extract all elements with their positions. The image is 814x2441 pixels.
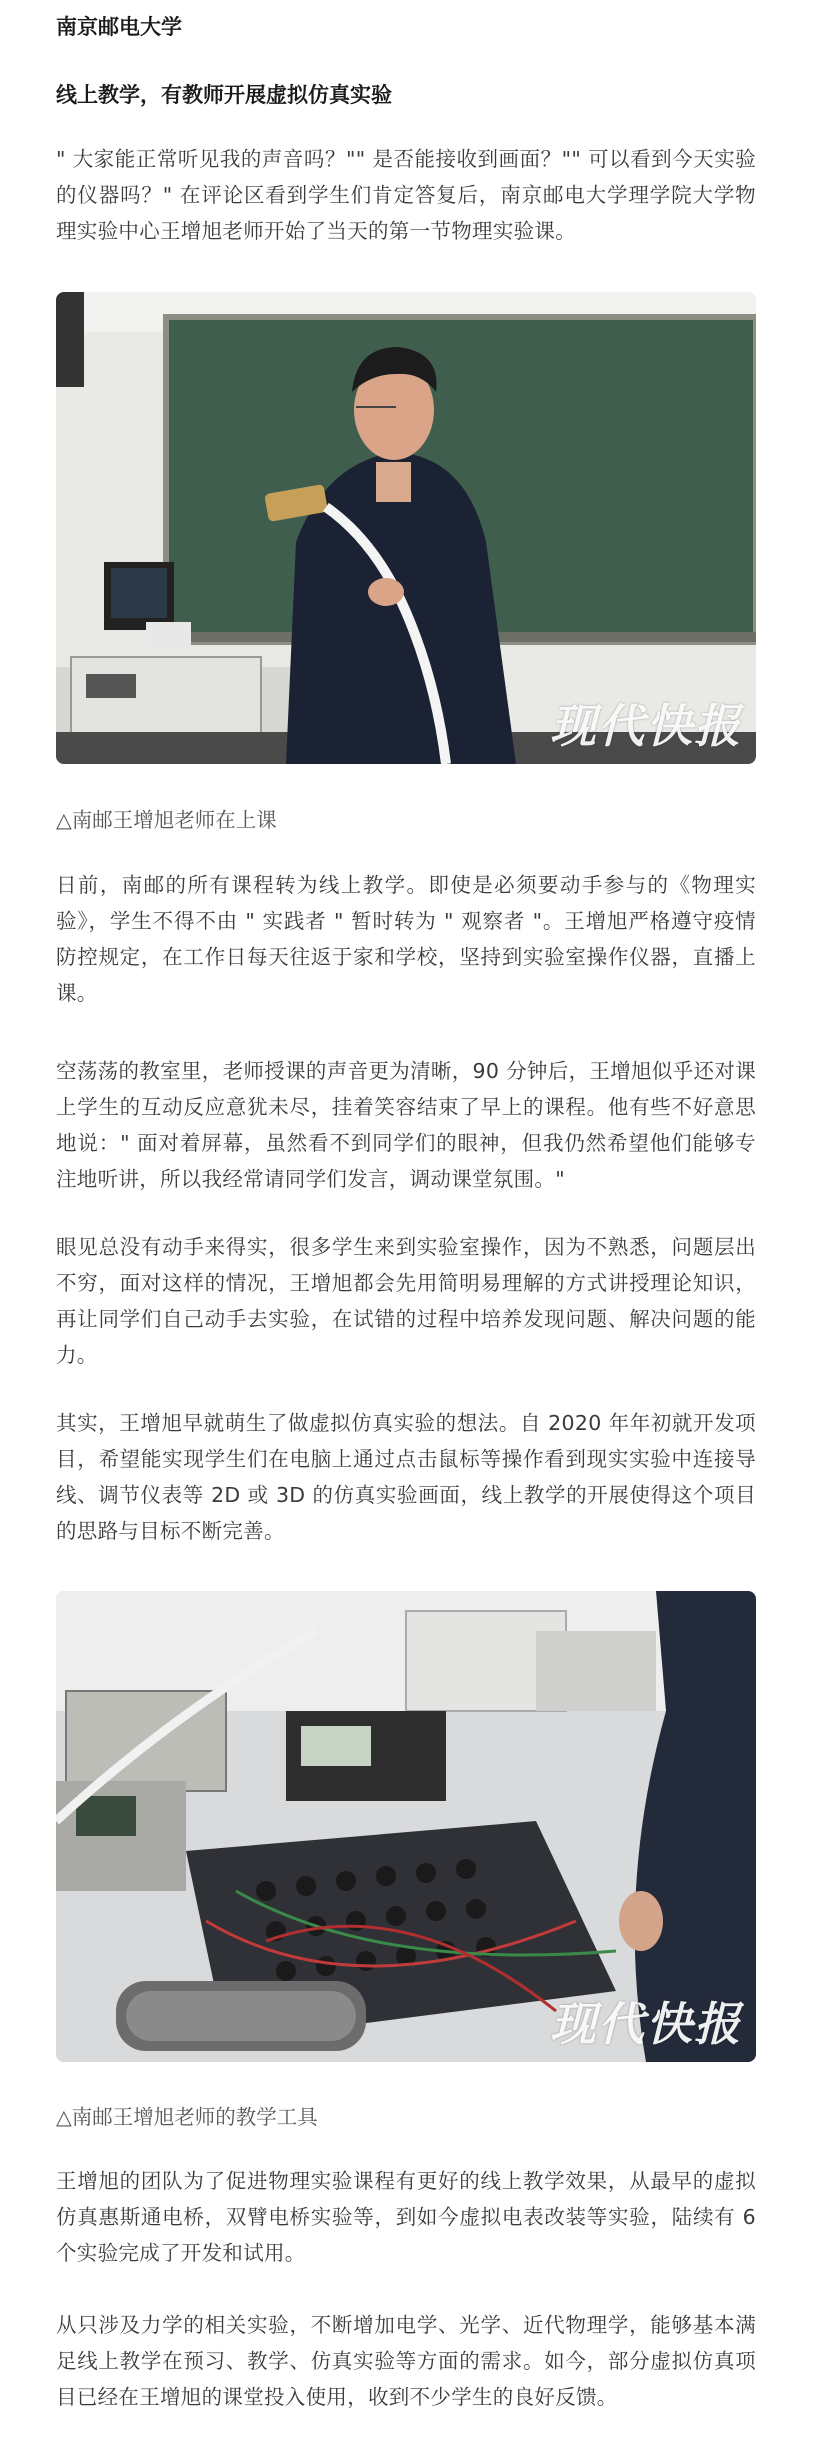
paragraph-team-experiments: 王增旭的团队为了促进物理实验课程有更好的线上教学效果，从最早的虚拟仿真惠斯通电桥，双臂电桥实验等，到如今虚拟电表改装等实验，陆续有 6 个实验完成了开发和试用。: [56, 2169, 756, 2265]
paragraph-virtual-idea: 其实，王增旭早就萌生了做虚拟仿真实验的想法。自 2020 年年初就开发项目，希望能实现学生们在电脑上通过点击鼠标等操作看到现实实验中连接导线、调节仪表等 2D 或 3D 的仿真实验画面，线上教学的开展使得这个项目的思路与目标不断完善。: [56, 1411, 756, 1543]
photo-watermark: 现代快报: [550, 699, 742, 753]
lab-equipment-photo: [56, 1591, 756, 2062]
section-title: 线上教学，有教师开展虚拟仿真实验: [56, 83, 392, 107]
paragraph-online-teaching: 日前，南邮的所有课程转为线上教学。即使是必须要动手参与的《物理实验》，学生不得不由 " 实践者 " 暂时转为 " 观察者 "。王增旭严格遵守疫情防控规定，在工作日每天往返于家和学校，坚持到实验室操作仪器，直播上课。: [56, 873, 756, 1005]
paragraph-feedback: 从只涉及力学的相关实验，不断增加电学、光学、近代物理学，能够基本满足线上教学在预习、教学、仿真实验等方面的需求。如今，部分虚拟仿真项目已经在王增旭的课堂投入使用，收到不少学生的良好反馈。: [56, 2313, 756, 2409]
school-name: 南京邮电大学: [56, 15, 182, 39]
paragraph-hands-on: 眼见总没有动手来得实，很多学生来到实验室操作，因为不熟悉，问题层出不穷，面对这样的情况，王增旭都会先用简明易理解的方式讲授理论知识，再让同学们自己动手去实验，在试错的过程中培养发现问题、解决问题的能力。: [56, 1235, 756, 1367]
paragraph-empty-classroom: 空荡荡的教室里，老师授课的声音更为清晰，90 分钟后，王增旭似乎还对课上学生的互动反应意犹未尽，挂着笑容结束了早上的课程。他有些不好意思地说：" 面对着屏幕，虽然看不到同学们的眼神，但我仍然希望他们能够专注地听讲，所以我经常请同学们发言，调动课堂氛围。": [56, 1059, 756, 1191]
photo-watermark: 现代快报: [550, 1997, 742, 2051]
paragraph-intro: " 大家能正常听见我的声音吗？"" 是否能接收到画面？"" 可以看到今天实验的仪器吗？" 在评论区看到学生们肯定答复后，南京邮电大学理学院大学物理实验中心王增旭老师开始了当天的第一节物理实验课。: [56, 147, 756, 243]
teacher-lecturing-photo: [56, 292, 756, 764]
photo-caption: △南邮王增旭老师在上课: [56, 808, 277, 832]
photo-caption: △南邮王增旭老师的教学工具: [56, 2105, 318, 2129]
